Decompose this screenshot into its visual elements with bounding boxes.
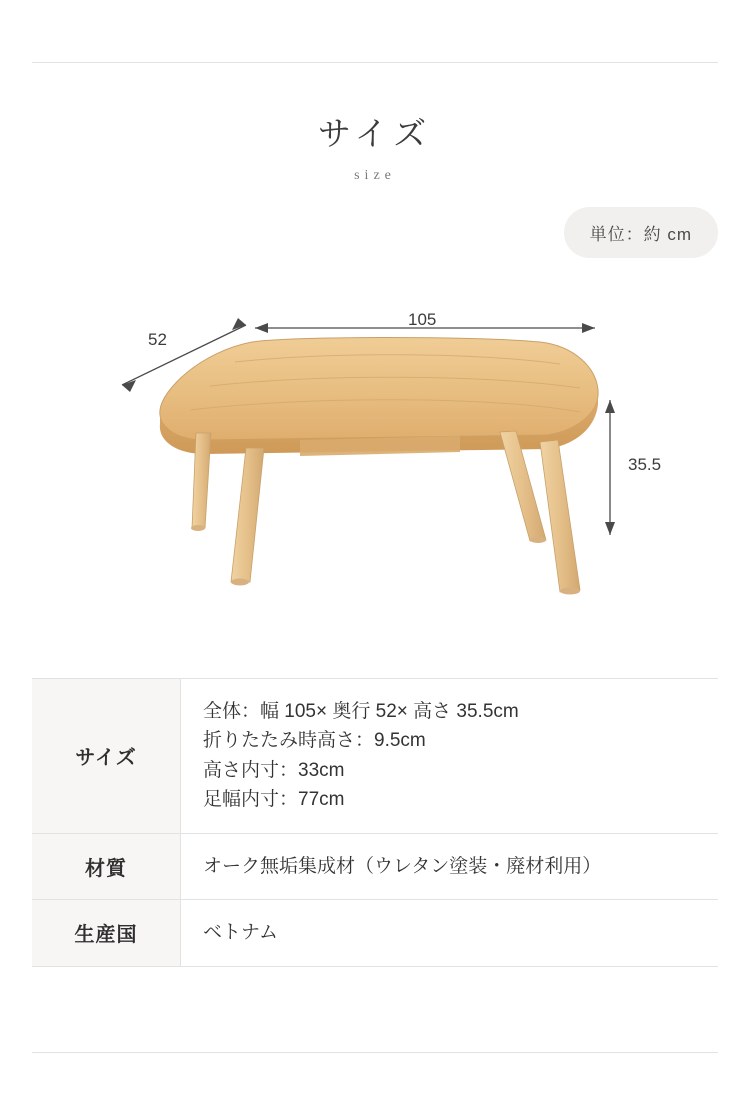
spec-row-header-size: サイズ [32,679,181,834]
spec-line: 折りたたみ時高さ：9.5cm [203,730,426,752]
spec-table [32,678,718,967]
spec-line: ベトナム [203,922,279,944]
dimension-label-depth: 52 [148,330,167,349]
top-divider [32,62,718,63]
spec-line: 高さ内寸：33cm [203,759,345,781]
spec-row-value-origin [181,900,719,966]
table-row [32,900,718,966]
table-row [32,833,718,899]
table-row [32,679,718,834]
dimension-label-width: 105 [408,310,437,329]
dimension-label-height: 35.5 [628,455,662,474]
page-subtitle: size [354,168,396,183]
spec-row-value-material [181,833,719,899]
table-diagram [0,290,750,630]
spec-line: 足幅内寸：77cm [203,789,345,811]
unit-badge: 単位：約 cm [564,207,718,258]
spec-line: 全体：幅 105× 奥行 52× 高さ 35.5cm [203,701,519,722]
spec-row-header-material: 材質 [32,833,181,899]
page-title: サイズ [317,115,433,152]
bottom-divider [32,1052,718,1053]
spec-line: オーク無垢集成材（ウレタン塗装・廃材利用） [203,855,602,877]
spec-row-value-size [181,679,719,834]
spec-row-header-origin: 生産国 [32,900,181,966]
